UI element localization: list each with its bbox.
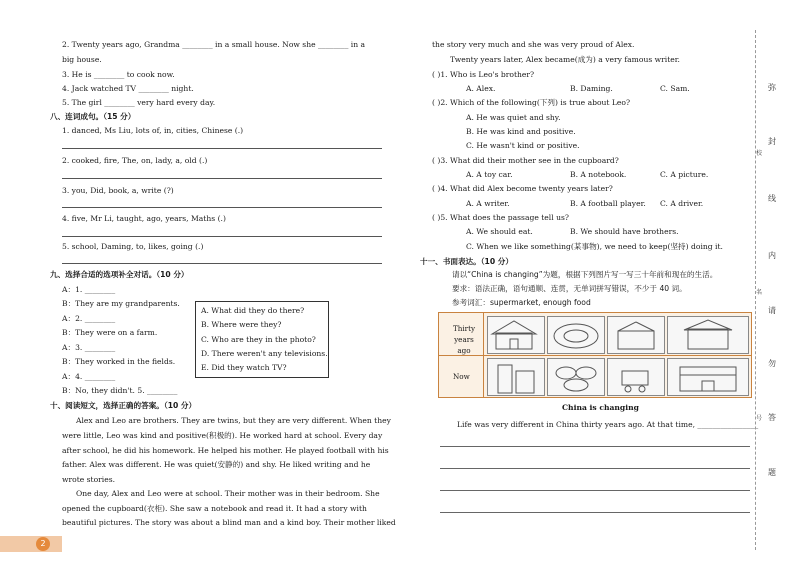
q4-option-c: C. A driver. xyxy=(660,199,704,208)
picture-table xyxy=(438,312,752,398)
option-d: D. There weren't any televisions. xyxy=(201,349,328,358)
table-col-divider xyxy=(483,313,484,397)
q1-option-a: A. Alex. xyxy=(466,84,496,93)
side-char: 名 xyxy=(756,289,763,296)
fill-item-4: 4. Jack watched TV ________ night. xyxy=(62,84,194,93)
dialogue-line: A：4. ________ xyxy=(62,372,116,381)
fill-item-5: 5. The girl ________ very hard every day. xyxy=(62,98,216,107)
market-stall-icon xyxy=(608,317,664,353)
fill-item-2-cont: big house. xyxy=(62,55,102,64)
writing-title: China is changing xyxy=(562,403,639,412)
writing-start: Life was very different in China thirty years ago. At that time, ________________ xyxy=(457,420,759,429)
option-c: C. Who are they in the photo? xyxy=(201,335,316,344)
dialogue-line: A：2. ________ xyxy=(62,314,116,323)
sentence-item-3: 3. you, Did, book, a, write (?) xyxy=(62,186,174,195)
section-9-title: 九、选择合适的选项补全对话。（10 分） xyxy=(50,270,189,279)
section-10-title: 十、阅读短文，选择正确的答案。（10 分） xyxy=(50,401,197,410)
q4-option-b: B. A football player. xyxy=(570,199,646,208)
passage-cont-line: the story very much and she was very proud of Alex. xyxy=(432,40,635,49)
q2-option-a: A. He was quiet and shy. xyxy=(466,113,561,122)
seal-char: 线 xyxy=(768,194,776,203)
sentence-item-5: 5. school, Daming, to, likes, going (.) xyxy=(62,242,204,251)
modern-school-icon xyxy=(668,359,748,395)
old-market-picture xyxy=(607,316,665,354)
seal-char: 内 xyxy=(768,251,776,260)
q2-option-c: C. He wasn't kind or positive. xyxy=(466,141,580,150)
instruction-line: 要求：语法正确，语句通顺、连贯，无单词拼写错误，不少于 40 词。 xyxy=(452,284,687,293)
passage-line: after school, he did his homework. He helped his mother. He played football with his xyxy=(62,446,389,455)
question-5: ( )5. What does the passage tell us? xyxy=(432,213,569,222)
row-label-now: Now xyxy=(453,372,470,381)
instruction-line: 请以“China is changing”为题，根据下列图片写一写三十年前和现在的生活。 xyxy=(452,270,718,279)
question-1: ( )1. Who is Leo's brother? xyxy=(432,70,535,79)
q3-option-c: C. A picture. xyxy=(660,170,709,179)
writing-line xyxy=(440,446,750,447)
side-char: 校 xyxy=(756,150,763,157)
seal-char: 答 xyxy=(768,413,776,422)
answer-line xyxy=(62,148,382,149)
sentence-item-4: 4. five, Mr Li, taught, ago, years, Maths (.) xyxy=(62,214,226,223)
q5-option-c: C. When we like something(某事物), we need to keep(坚持) doing it. xyxy=(466,242,723,251)
page-number-badge xyxy=(0,536,62,552)
dialogue-line: B：They were on a farm. xyxy=(62,328,158,337)
dialogue-line: B：They are my grandparents. xyxy=(62,299,180,308)
fill-item-2: 2. Twenty years ago, Grandma ________ in a small house. Now she ________ in a xyxy=(62,40,366,49)
dialogue-line: A：1. ________ xyxy=(62,285,116,294)
old-house-icon xyxy=(488,317,544,353)
table-row-divider xyxy=(439,355,751,356)
old-school-picture xyxy=(667,316,749,354)
old-house-picture xyxy=(487,316,545,354)
writing-line xyxy=(440,468,750,469)
option-e: E. Did they watch TV? xyxy=(201,363,287,372)
answer-line xyxy=(62,236,382,237)
option-a: A. What did they do there? xyxy=(201,306,305,315)
new-food-picture xyxy=(547,358,605,396)
q5-option-a: A. We should eat. xyxy=(466,227,533,236)
page-number: 2 xyxy=(36,537,50,551)
shopping-cart-icon xyxy=(608,359,664,395)
dialogue-line: A：3. ________ xyxy=(62,343,116,352)
passage-line: father. Alex was different. He was quiet(安静的) and shy. He liked writing and he xyxy=(62,460,371,469)
passage-cont-line: Twenty years later, Alex became(成为) a very famous writer. xyxy=(450,55,680,64)
seal-char: 弥 xyxy=(768,83,776,92)
passage-line: wrote stories. xyxy=(62,475,116,484)
row-label-thirty-years-ago: Thirty years ago xyxy=(452,324,476,355)
q1-option-b: B. Daming. xyxy=(570,84,613,93)
q4-option-a: A. A writer. xyxy=(466,199,510,208)
dialogue-line: B：They worked in the fields. xyxy=(62,357,176,366)
section-8-title: 八、连词成句。（15 分） xyxy=(50,112,136,121)
seal-char: 请 xyxy=(768,306,776,315)
writing-line xyxy=(440,490,750,491)
q5-option-b: B. We should have brothers. xyxy=(570,227,679,236)
question-2: ( )2. Which of the following(下列) is true about Leo? xyxy=(432,98,631,107)
bowl-icon xyxy=(548,317,604,353)
passage-line: opened the cupboard(衣柜). She saw a notebook and read it. It had a story with xyxy=(62,504,367,513)
passage-line: One day, Alex and Leo were at school. Their mother was in their bedroom. She xyxy=(76,489,380,498)
answer-line xyxy=(62,207,382,208)
seal-char: 勿 xyxy=(768,359,776,368)
dialogue-line: B：No, they didn't. 5. ________ xyxy=(62,386,178,395)
option-b: B. Where were they? xyxy=(201,320,282,329)
q3-option-a: A. A toy car. xyxy=(466,170,513,179)
sentence-item-2: 2. cooked, fire, The, on, lady, a, old (.) xyxy=(62,156,208,165)
school-building-icon xyxy=(668,317,748,353)
dishes-icon xyxy=(548,359,604,395)
section-11-title: 十一、书面表达。（10 分） xyxy=(420,257,513,266)
options-box xyxy=(195,301,329,378)
q1-option-c: C. Sam. xyxy=(660,84,690,93)
passage-line: beautiful pictures. The story was about a blind man and a kind boy. Their mother liked xyxy=(62,518,396,527)
writing-line xyxy=(440,512,750,513)
answer-line xyxy=(62,178,382,179)
seal-char: 封 xyxy=(768,137,776,146)
new-school-picture xyxy=(667,358,749,396)
q3-option-b: B. A notebook. xyxy=(570,170,627,179)
fill-item-3: 3. He is ________ to cook now. xyxy=(62,70,175,79)
apartment-icon xyxy=(488,359,544,395)
seal-char: 题 xyxy=(768,468,776,477)
new-shopping-picture xyxy=(607,358,665,396)
side-char: 号 xyxy=(756,415,763,422)
question-3: ( )3. What did their mother see in the cupboard? xyxy=(432,156,619,165)
question-4: ( )4. What did Alex become twenty years later? xyxy=(432,184,613,193)
sentence-item-1: 1. danced, Ms Liu, lots of, in, cities, Chinese (.) xyxy=(62,126,244,135)
new-building-picture xyxy=(487,358,545,396)
answer-line xyxy=(62,263,382,264)
passage-line: Alex and Leo are brothers. They are twins, but they are very different. When they xyxy=(76,416,391,425)
passage-line: were little, Leo was kind and positive(积极的). He worked hard at school. Every day xyxy=(62,431,383,440)
old-food-picture xyxy=(547,316,605,354)
q2-option-b: B. He was kind and positive. xyxy=(466,127,576,136)
instruction-line: 参考词汇：supermarket, enough food xyxy=(452,298,591,307)
